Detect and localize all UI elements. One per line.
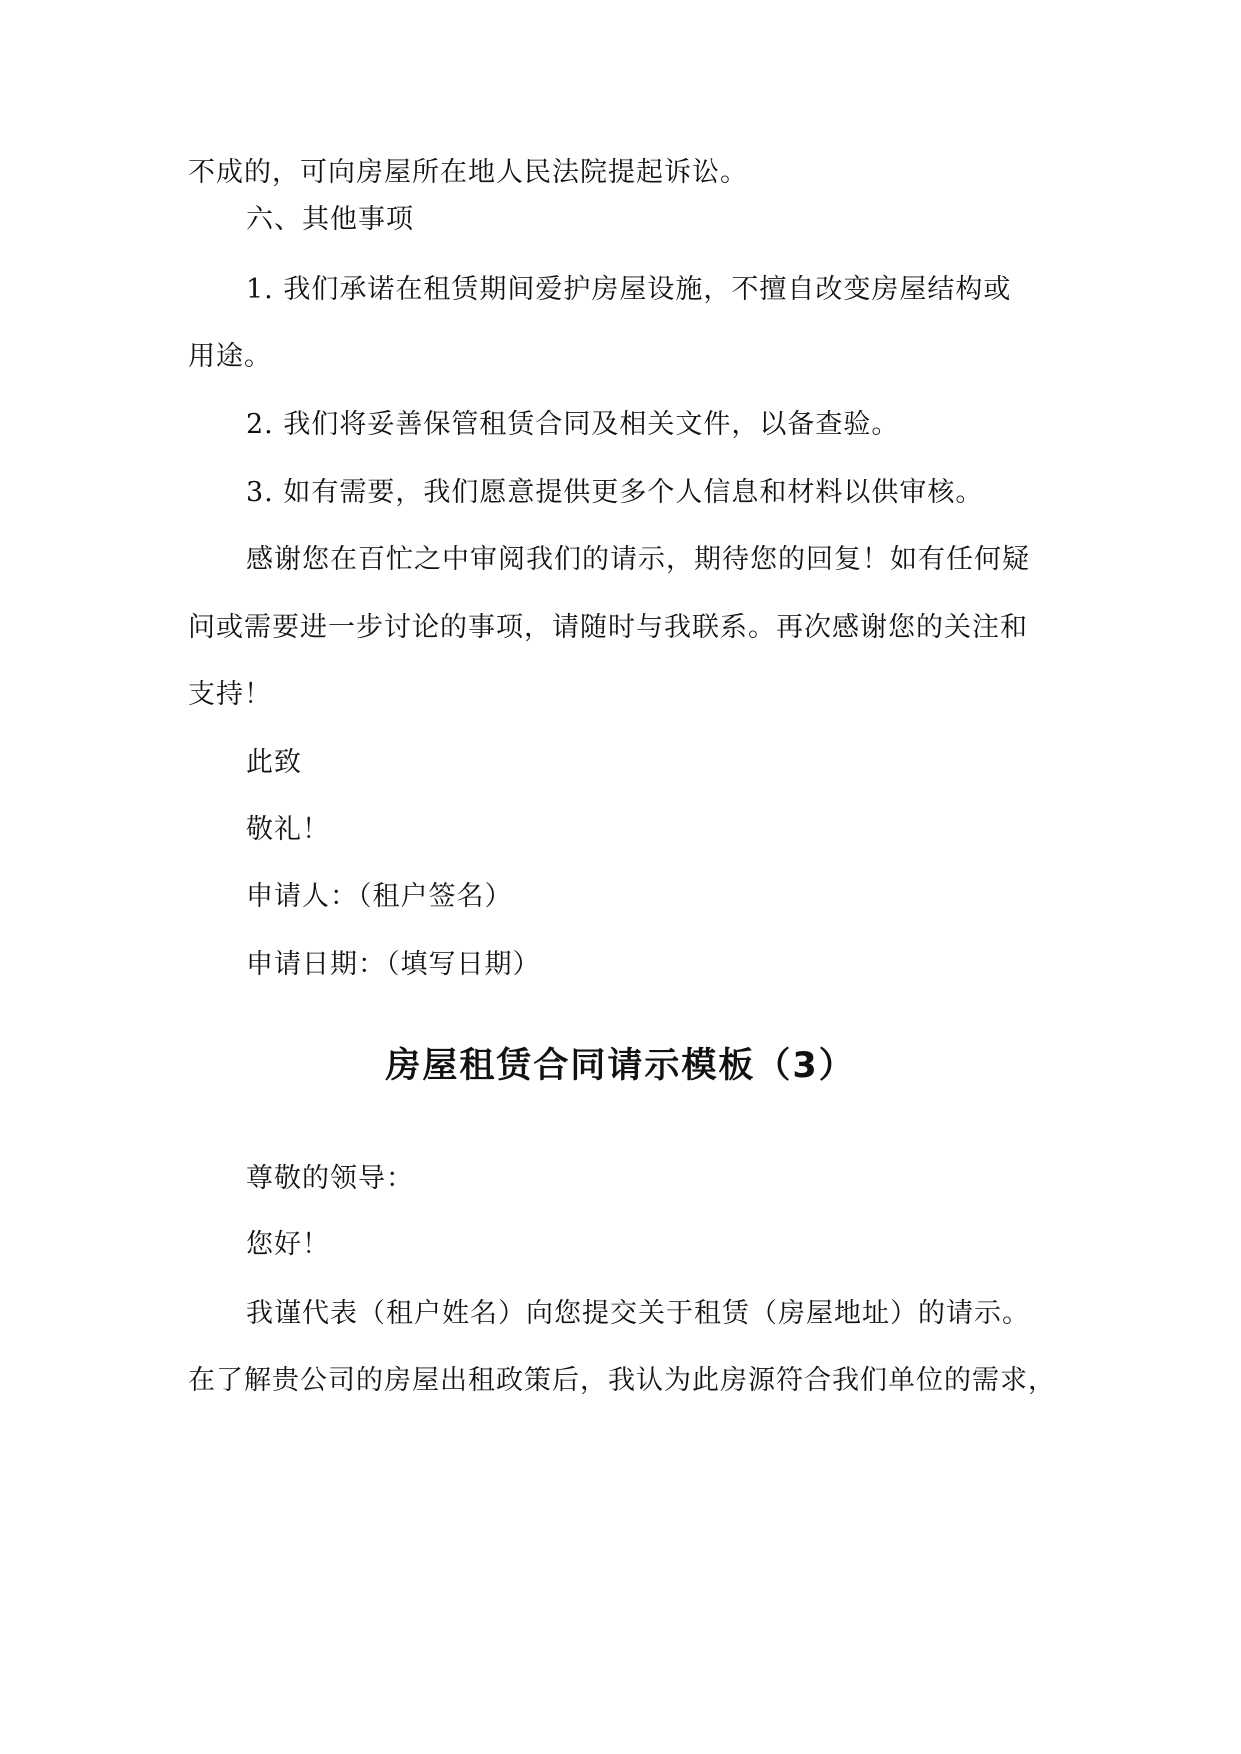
list-item-1-continued: 用途。 <box>188 341 272 372</box>
salutation-line: 此致 <box>246 747 302 778</box>
section-title: 房屋租赁合同请示模板（3） <box>385 1046 856 1086</box>
closing-paragraph-line: 感谢您在百忙之中审阅我们的请示，期待您的回复！如有任何疑 <box>246 544 1030 575</box>
greeting-line: 尊敬的领导： <box>246 1163 414 1194</box>
list-item-1: 1. 我们承诺在租赁期间爱护房屋设施，不擅自改变房屋结构或 <box>246 274 1012 305</box>
paragraph-line: 不成的，可向房屋所在地人民法院提起诉讼。 <box>188 157 748 188</box>
list-item-3: 3. 如有需要，我们愿意提供更多个人信息和材料以供审核。 <box>246 477 984 508</box>
section-heading-other-matters: 六、其他事项 <box>246 204 414 235</box>
body-paragraph-line: 在了解贵公司的房屋出租政策后，我认为此房源符合我们单位的需求， <box>188 1365 1056 1396</box>
closing-paragraph-line: 支持！ <box>188 679 272 710</box>
greeting-line: 您好！ <box>246 1229 330 1260</box>
closing-paragraph-line: 问或需要进一步讨论的事项，请随时与我联系。再次感谢您的关注和 <box>188 612 1028 643</box>
application-date-line: 申请日期：（填写日期） <box>246 949 541 980</box>
body-paragraph-line: 我谨代表（租户姓名）向您提交关于租赁（房屋地址）的请示。 <box>246 1298 1030 1329</box>
applicant-signature-line: 申请人：（租户签名） <box>246 881 513 912</box>
salutation-line: 敬礼！ <box>246 814 330 845</box>
list-item-2: 2. 我们将妥善保管租赁合同及相关文件，以备查验。 <box>246 409 900 440</box>
